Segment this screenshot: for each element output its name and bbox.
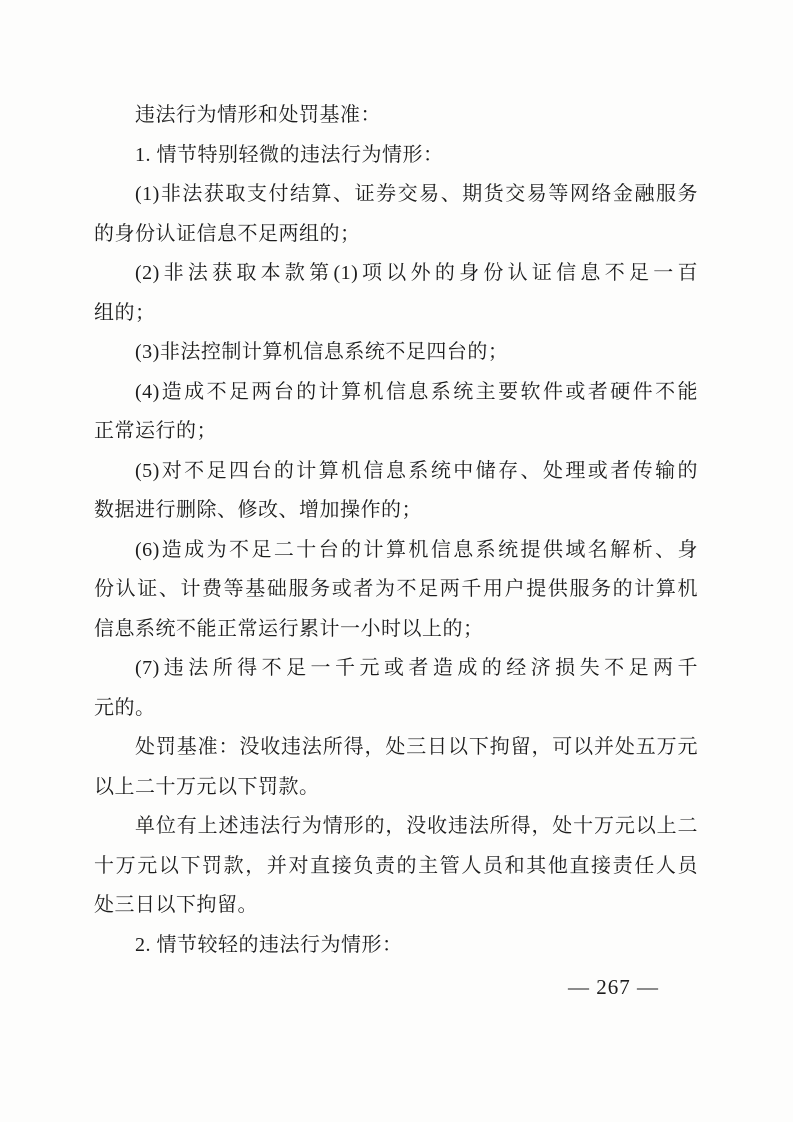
text-line: 十万元以下罚款，并对直接负责的主管人员和其他直接责任人员 [94, 854, 698, 877]
text-line: 单位有上述违法行为情形的，没收违法所得，处十万元以上二 [135, 815, 698, 837]
text-line: 正常运行的； [94, 420, 217, 442]
text-line: 以上二十万元以下罚款。 [94, 775, 320, 798]
text-line: (6)造成为不足二十台的计算机信息系统提供域名解析、身 [135, 538, 698, 561]
text-line: (5)对不足四台的计算机信息系统中储存、处理或者传输的 [135, 459, 698, 482]
text-line: 元的。 [94, 696, 156, 719]
text-line: 组的； [94, 301, 156, 324]
text-line: (2)非法获取本款第(1)项以外的身份认证信息不足一百 [135, 262, 698, 284]
text-line: 数据进行删除、修改、增加操作的； [94, 499, 422, 521]
text-line: (1)非法获取支付结算、证券交易、期货交易等网络金融服务 [135, 183, 698, 205]
text-line: 1. 情节特别轻微的违法行为情形： [135, 143, 444, 166]
text-line: (7)违法所得不足一千元或者造成的经济损失不足两千 [135, 657, 698, 679]
text-line: 信息系统不能正常运行累计一小时以上的； [94, 617, 484, 640]
text-line: 的身份认证信息不足两组的； [94, 222, 361, 245]
text-line: 份认证、计费等基础服务或者为不足两千用户提供服务的计算机 [94, 578, 698, 600]
text-line: 违法行为情形和处罚基准： [135, 104, 381, 126]
page-number: — 267 — [568, 975, 659, 999]
document-body [94, 96, 698, 965]
text-line: 处罚基准：没收违法所得，处三日以下拘留，可以并处五万元 [135, 736, 698, 758]
text-line: (4)造成不足两台的计算机信息系统主要软件或者硬件不能 [135, 380, 698, 403]
text-line: 2. 情节较轻的违法行为情形： [135, 933, 403, 956]
text-line: (3)非法控制计算机信息系统不足四台的； [135, 341, 509, 363]
text-line: 处三日以下拘留。 [94, 894, 258, 916]
